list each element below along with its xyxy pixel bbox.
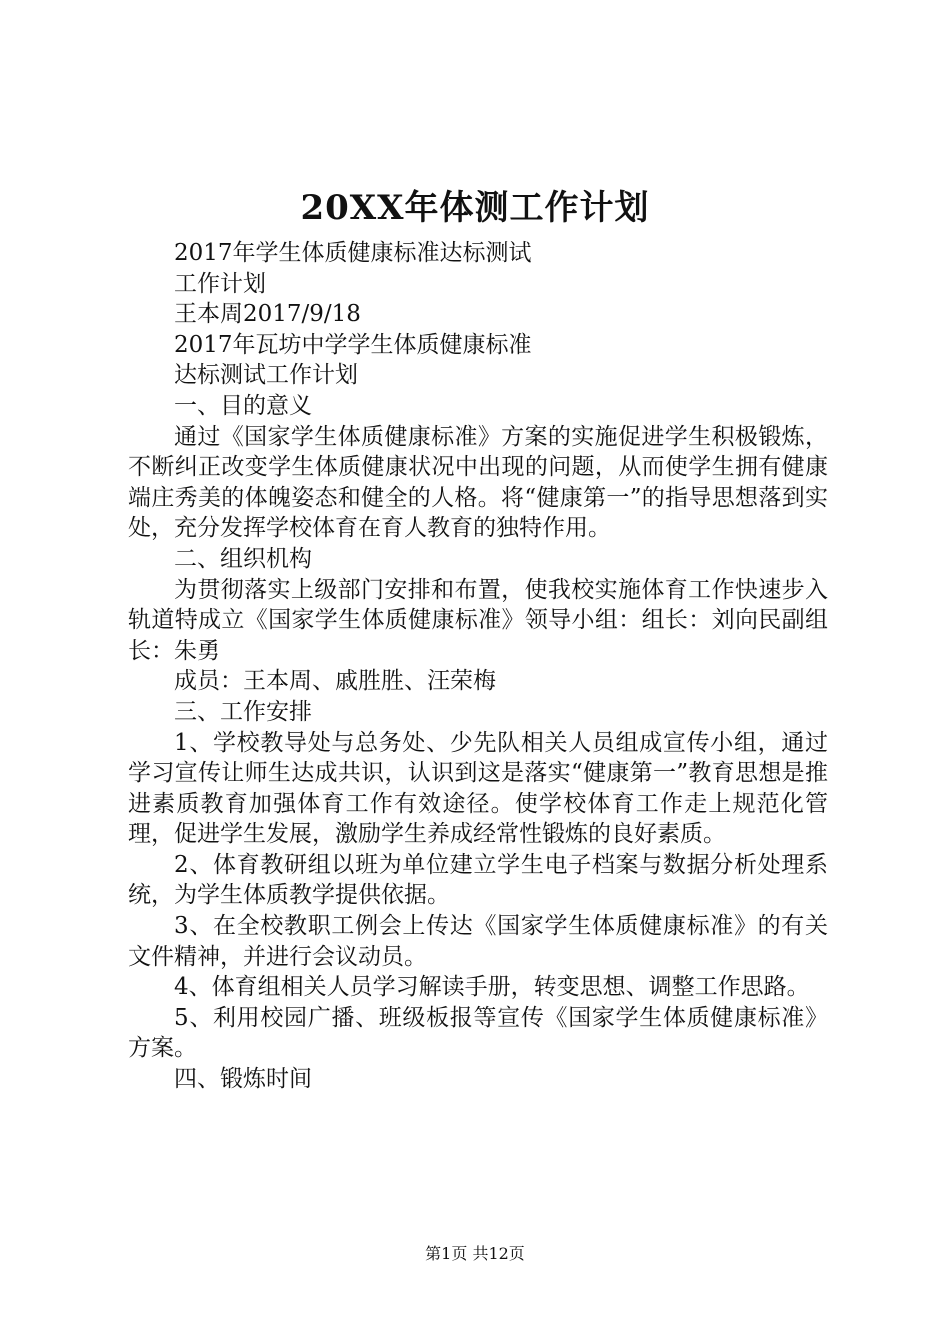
paragraph-arrangement-3: 3、在全校教职工例会上传达《国家学生体质健康标准》的有关文件精神，并进行会议动员。 [128, 913, 828, 970]
paragraph-organization: 为贯彻落实上级部门安排和布置，使我校实施体育工作快速步入轨道特成立《国家学生体质健康标准》领导小组：组长：刘向民副组长：朱勇 [128, 576, 828, 664]
paragraph-subtitle-1: 2017年学生体质健康标准达标测试 [174, 240, 532, 266]
paragraph-purpose: 通过《国家学生体质健康标准》方案的实施促进学生积极锻炼，不断纠正改变学生体质健康状况中出现的问题，从而使学生拥有健康端庄秀美的体魄姿态和健全的人格。将“健康第一”的指导思想落到实处，充分发挥学校体育在育人教育的独特作用。 [128, 423, 828, 542]
section-heading-exercise-time: 四、锻炼时间 [174, 1066, 312, 1093]
paragraph-arrangement-5: 5、利用校园广播、班级板报等宣传《国家学生体质健康标准》方案。 [128, 1004, 828, 1062]
document-title: 20XX年体测工作计划 [300, 188, 650, 228]
paragraph-school-title-2: 达标测试工作计划 [174, 362, 358, 389]
paragraph-arrangement-2: 2、体育教研组以班为单位建立学生电子档案与数据分析处理系统，为学生体质教学提供依据。 [128, 851, 828, 909]
section-heading-purpose: 一、目的意义 [174, 392, 312, 419]
paragraph-arrangement-4: 4、体育组相关人员学习解读手册，转变思想、调整工作思路。 [174, 974, 810, 1001]
paragraph-subtitle-2: 工作计划 [174, 270, 266, 297]
section-heading-organization: 二、组织机构 [174, 545, 312, 572]
paragraph-arrangement-1: 1、学校教导处与总务处、少先队相关人员组成宣传小组，通过学习宣传让师生达成共识，认识到这是落实“健康第一”教育思想是推进素质教育加强体育工作有效途径。使学校体育工作走上规范化管理，促进学生发展，激励学生养成经常性锻炼的良好素质。 [128, 729, 828, 848]
paragraph-school-title-1: 2017年瓦坊中学学生体质健康标准 [174, 331, 532, 358]
paragraph-members: 成员：王本周、戚胜胜、汪荣梅 [174, 668, 496, 695]
section-heading-arrangement: 三、工作安排 [174, 698, 312, 725]
document-body [128, 238, 828, 1095]
page-footer: 第1页 共12页 [425, 1244, 525, 1263]
paragraph-author-date: 王本周2017/9/18 [174, 301, 361, 328]
